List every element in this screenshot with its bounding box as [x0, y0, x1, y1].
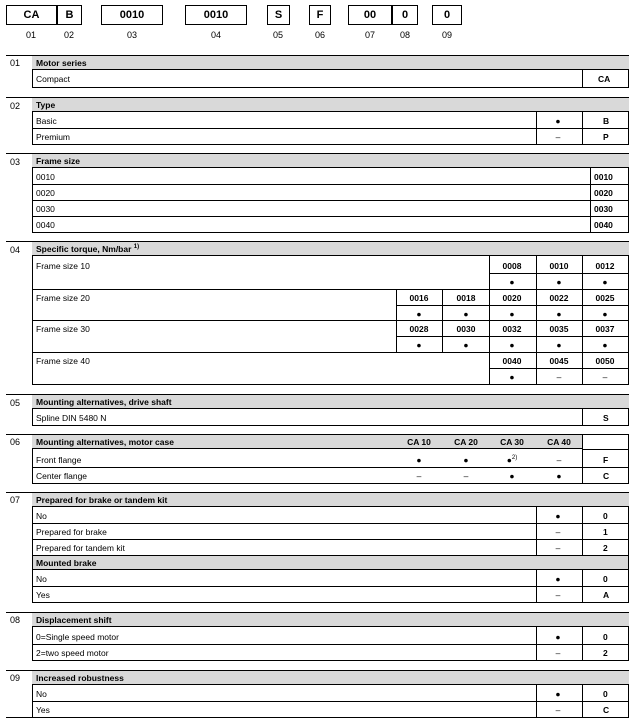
section-title: Displacement shift	[36, 615, 112, 625]
row-mark: –	[555, 648, 561, 658]
row-code: 2	[603, 648, 608, 658]
section-heading	[32, 241, 629, 256]
code-num-06: 06	[314, 30, 325, 40]
torque-code: 0040	[502, 356, 522, 366]
row-label: No	[36, 511, 47, 521]
row-rule	[32, 352, 629, 353]
row-code: 2	[603, 543, 608, 553]
row-rule	[32, 144, 629, 145]
frame-label: Frame size 10	[36, 261, 90, 271]
row-mark: –	[463, 471, 469, 481]
row-rule	[32, 467, 629, 468]
torque-code: 0022	[549, 293, 569, 303]
subsection-heading	[32, 555, 629, 570]
row-code: S	[603, 413, 609, 423]
row-rule	[32, 586, 629, 587]
row-rule	[32, 409, 33, 426]
row-mark: ●	[555, 511, 561, 521]
torque-code: 0018	[456, 293, 476, 303]
code-box-06: F	[309, 5, 331, 25]
row-label: Front flange	[36, 455, 82, 465]
row-rule	[489, 368, 629, 369]
section-title: Frame size	[36, 156, 80, 166]
torque-mark: ●	[602, 340, 608, 350]
code-num-07: 07	[364, 30, 375, 40]
row-code: B	[603, 116, 610, 126]
section-title: Mounting alternatives, drive shaft	[36, 397, 172, 407]
code-box-04: 0010	[185, 5, 247, 25]
row-rule	[32, 200, 629, 201]
torque-mark: ●	[556, 309, 562, 319]
section-number: 06	[10, 437, 21, 447]
section-heading	[32, 492, 629, 507]
row-code: C	[603, 471, 610, 481]
code-box-09: 0	[432, 5, 462, 25]
torque-code: 0012	[595, 261, 615, 271]
torque-code: 0045	[549, 356, 569, 366]
section-number: 05	[10, 398, 21, 408]
code-num-02: 02	[63, 30, 74, 40]
torque-mark: ●	[602, 309, 608, 319]
torque-mark: ●	[602, 277, 608, 287]
row-label: Premium	[36, 132, 71, 142]
row-mark: ●	[555, 689, 561, 699]
code-box-05: S	[267, 5, 290, 25]
torque-mark: ●	[509, 340, 515, 350]
section-heading	[32, 670, 629, 685]
torque-code: 0032	[502, 324, 522, 334]
row-rule	[628, 256, 629, 385]
row-rule	[32, 112, 33, 145]
row-label: Compact	[36, 74, 71, 84]
row-code: 0	[603, 632, 608, 642]
row-label: 0020	[36, 188, 55, 198]
torque-mark: ●	[463, 340, 469, 350]
section-heading	[32, 55, 629, 70]
row-rule	[536, 570, 537, 603]
row-code: F	[603, 455, 609, 465]
frame-label: Frame size 20	[36, 293, 90, 303]
torque-mark: ●	[416, 309, 422, 319]
torque-mark: ●	[509, 372, 515, 382]
row-rule	[536, 627, 537, 661]
section-number: 08	[10, 615, 21, 625]
row-rule	[32, 523, 629, 524]
row-rule	[32, 449, 33, 484]
row-code: 0010	[594, 172, 613, 182]
row-mark: ●	[556, 471, 562, 481]
section-title: Prepared for brake or tandem kit	[36, 495, 168, 505]
row-mark: –	[555, 527, 561, 537]
row-rule	[32, 289, 629, 290]
row-mark: –	[556, 455, 562, 465]
row-rule	[582, 449, 629, 450]
code-box-07: 00	[348, 5, 392, 25]
row-mark: ●	[509, 471, 515, 481]
torque-code: 0025	[595, 293, 615, 303]
section-number: 07	[10, 495, 21, 505]
torque-code: 0016	[409, 293, 429, 303]
row-rule	[32, 660, 629, 661]
row-rule	[32, 216, 629, 217]
row-mark: ●	[416, 455, 422, 465]
row-rule	[536, 685, 537, 718]
row-rule	[32, 539, 629, 540]
row-rule	[32, 602, 629, 603]
row-code: 0040	[594, 220, 613, 230]
row-rule	[489, 273, 629, 274]
row-rule	[32, 128, 629, 129]
column-header: CA 20	[454, 437, 478, 447]
subsection-title: Mounted brake	[36, 558, 97, 568]
row-rule	[582, 434, 629, 435]
section-title: Type	[36, 100, 56, 110]
row-label: Prepared for tandem kit	[36, 543, 125, 553]
row-code: 0020	[594, 188, 613, 198]
row-rule	[442, 289, 443, 353]
row-rule	[32, 425, 629, 426]
row-rule	[582, 507, 583, 555]
row-rule	[628, 168, 629, 233]
section-title: Increased robustness	[36, 673, 124, 683]
code-num-08: 08	[399, 30, 410, 40]
frame-label: Frame size 30	[36, 324, 90, 334]
row-code: 0030	[594, 204, 613, 214]
row-rule	[582, 112, 583, 145]
row-label: Yes	[36, 590, 50, 600]
code-box-01: CA	[6, 5, 57, 25]
frame-label: Frame size 40	[36, 356, 90, 366]
row-mark: –	[555, 590, 561, 600]
row-label: 0030	[36, 204, 55, 214]
row-code: 1	[603, 527, 608, 537]
torque-mark: –	[556, 372, 562, 382]
row-mark-symbol: ●	[506, 455, 512, 465]
column-header: CA 40	[547, 437, 571, 447]
row-rule	[396, 336, 629, 337]
row-label: Yes	[36, 705, 50, 715]
row-mark: ●	[555, 574, 561, 584]
code-box-03: 0010	[101, 5, 163, 25]
row-mark	[492, 455, 532, 465]
row-rule	[32, 701, 629, 702]
section-heading	[32, 612, 629, 627]
row-rule	[582, 256, 583, 385]
row-rule	[32, 627, 33, 661]
row-rule	[396, 289, 397, 353]
row-label: No	[36, 574, 47, 584]
row-label: 0040	[36, 220, 55, 230]
row-rule	[32, 320, 629, 321]
row-rule	[582, 570, 583, 603]
section-title-text: Specific torque, Nm/bar	[36, 244, 134, 254]
torque-mark: ●	[556, 277, 562, 287]
row-mark: –	[555, 132, 561, 142]
row-rule	[628, 409, 629, 426]
row-code: P	[603, 132, 609, 142]
torque-mark: –	[602, 372, 608, 382]
row-mark: ●	[555, 632, 561, 642]
row-mark: –	[416, 471, 422, 481]
row-rule	[628, 685, 629, 718]
section-title	[36, 244, 139, 254]
row-rule	[536, 256, 537, 385]
row-rule	[628, 507, 629, 603]
torque-mark: ●	[556, 340, 562, 350]
row-rule	[32, 644, 629, 645]
torque-code: 0010	[549, 261, 569, 271]
section-title: Mounting alternatives, motor case	[36, 437, 174, 447]
row-rule	[32, 184, 629, 185]
row-mark: ●	[555, 116, 561, 126]
section-heading	[32, 97, 629, 112]
code-num-04: 04	[210, 30, 221, 40]
torque-mark: ●	[509, 277, 515, 287]
row-label: Spline DIN 5480 N	[36, 413, 107, 423]
row-code: 0	[603, 689, 608, 699]
row-rule	[536, 112, 537, 145]
row-rule	[628, 627, 629, 661]
row-rule	[32, 256, 33, 385]
row-rule	[628, 434, 629, 484]
torque-code: 0035	[549, 324, 569, 334]
row-rule	[32, 483, 629, 484]
row-rule	[628, 112, 629, 145]
row-code: 0	[603, 511, 608, 521]
row-rule	[590, 168, 591, 233]
row-label: Center flange	[36, 471, 88, 481]
row-rule	[582, 685, 583, 718]
row-rule	[32, 168, 33, 233]
column-header: CA 30	[500, 437, 524, 447]
section-number: 04	[10, 245, 21, 255]
torque-mark: ●	[416, 340, 422, 350]
section-number: 02	[10, 101, 21, 111]
section-number: 01	[10, 58, 21, 68]
section-number: 03	[10, 157, 21, 167]
section-heading	[32, 153, 629, 168]
row-mark: ●	[463, 455, 469, 465]
torque-code: 0037	[595, 324, 615, 334]
row-rule	[32, 507, 33, 603]
row-label: Basic	[36, 116, 57, 126]
code-num-03: 03	[126, 30, 137, 40]
row-rule	[32, 232, 629, 233]
row-rule	[32, 384, 629, 385]
torque-code: 0008	[502, 261, 522, 271]
footnote-ref: 2)	[511, 455, 518, 462]
torque-code: 0030	[456, 324, 476, 334]
row-label: Prepared for brake	[36, 527, 107, 537]
torque-code: 0020	[502, 293, 522, 303]
section-title: Motor series	[36, 58, 87, 68]
row-label: 0=Single speed motor	[36, 632, 119, 642]
code-box-08: 0	[392, 5, 418, 25]
row-mark: –	[555, 543, 561, 553]
row-code: CA	[598, 74, 611, 84]
code-num-01: 01	[25, 30, 36, 40]
row-rule	[582, 409, 583, 426]
section-heading	[32, 394, 629, 409]
torque-mark: ●	[509, 309, 515, 319]
row-code: 0	[603, 574, 608, 584]
row-rule	[628, 70, 629, 88]
code-box-02: B	[57, 5, 82, 25]
row-rule	[536, 507, 537, 555]
footnote-ref: 1)	[133, 244, 140, 251]
row-rule	[582, 434, 583, 484]
row-label: 0010	[36, 172, 55, 182]
torque-code: 0028	[409, 324, 429, 334]
row-mark: –	[555, 705, 561, 715]
code-num-09: 09	[441, 30, 452, 40]
row-rule	[32, 87, 629, 88]
row-rule	[32, 685, 33, 718]
row-label: No	[36, 689, 47, 699]
row-label: 2=two speed motor	[36, 648, 109, 658]
row-code: C	[603, 705, 610, 715]
row-rule	[32, 70, 33, 88]
row-rule	[582, 70, 583, 88]
section-number: 09	[10, 673, 21, 683]
row-rule	[489, 256, 490, 385]
row-rule	[582, 627, 583, 661]
torque-code: 0050	[595, 356, 615, 366]
torque-mark: ●	[463, 309, 469, 319]
row-code: A	[603, 590, 610, 600]
code-num-05: 05	[272, 30, 283, 40]
row-rule	[396, 305, 629, 306]
column-header: CA 10	[407, 437, 431, 447]
